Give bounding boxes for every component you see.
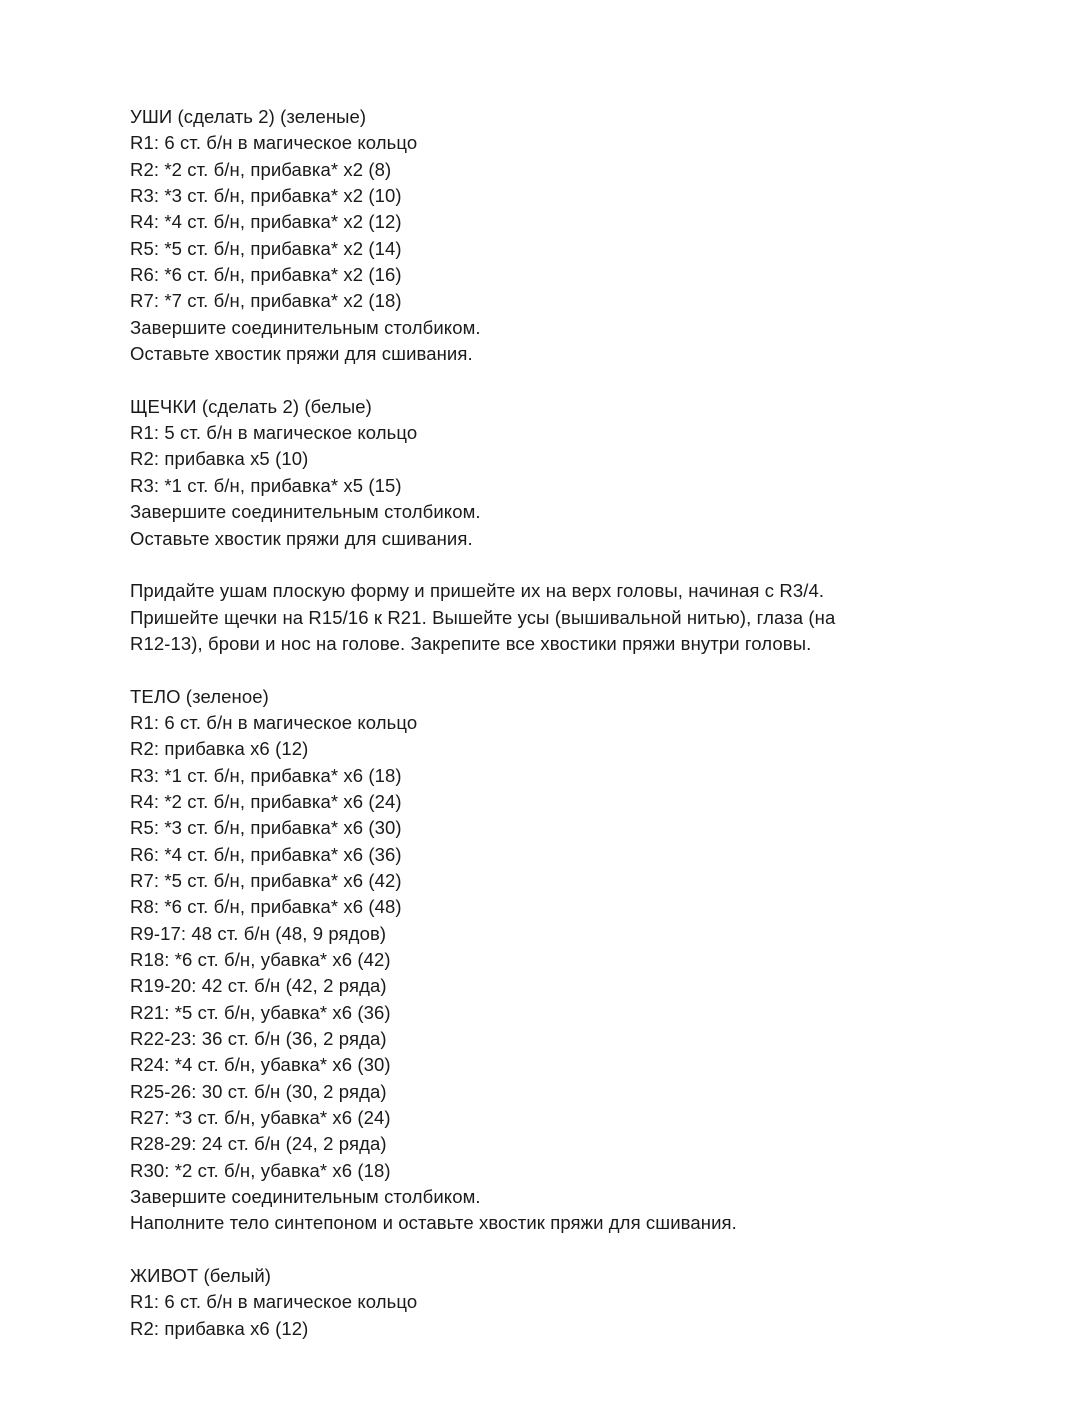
pattern-row: R9-17: 48 ст. б/н (48, 9 рядов): [130, 922, 387, 944]
pattern-row: R5: *5 ст. б/н, прибавка* x2 (14): [130, 237, 402, 259]
section-title: ЖИВОТ (белый): [130, 1265, 272, 1287]
pattern-row: R1: 6 ст. б/н в магическое кольцо: [130, 711, 418, 733]
pattern-row: R25-26: 30 ст. б/н (30, 2 ряда): [130, 1080, 387, 1102]
pattern-row: R6: *6 ст. б/н, прибавка* x2 (16): [130, 264, 402, 286]
pattern-row: R2: прибавка x6 (12): [130, 1317, 309, 1339]
instruction-line: Наполните тело синтепоном и оставьте хвостик пряжи для сшивания.: [130, 1212, 737, 1234]
pattern-row: R3: *3 ст. б/н, прибавка* x2 (10): [130, 185, 402, 207]
pattern-row: R18: *6 ст. б/н, убавка* x6 (42): [130, 949, 391, 970]
pattern-row: R7: *5 ст. б/н, прибавка* x6 (42): [130, 869, 402, 891]
pattern-row: R3: *1 ст. б/н, прибавка* x6 (18): [130, 764, 402, 786]
pattern-row: R2: прибавка x5 (10): [130, 448, 309, 470]
pattern-row: R1: 6 ст. б/н в магическое кольцо: [130, 1291, 418, 1313]
section-title: УШИ (сделать 2) (зеленые): [130, 106, 367, 127]
pattern-row: R27: *3 ст. б/н, убавка* x6 (24): [130, 1107, 391, 1129]
pattern-row: R1: 5 ст. б/н в магическое кольцо: [130, 422, 418, 444]
section-assembly: [130, 578, 990, 657]
section-cheeks: [130, 394, 990, 552]
instruction-line: Завершите соединительным столбиком.: [130, 1186, 481, 1208]
pattern-row: R6: *4 ст. б/н, прибавка* x6 (36): [130, 843, 402, 865]
section-ears: [130, 104, 990, 367]
pattern-row: R3: *1 ст. б/н, прибавка* x5 (15): [130, 474, 402, 496]
pattern-row: R8: *6 ст. б/н, прибавка* x6 (48): [130, 896, 402, 918]
pattern-row: R4: *4 ст. б/н, прибавка* x2 (12): [130, 211, 402, 233]
section-belly: [130, 1263, 990, 1342]
section-body: [130, 684, 990, 1237]
assembly-line: R12-13), брови и нос на голове. Закрепите все хвостики пряжи внутри головы.: [130, 632, 812, 654]
section-title: ТЕЛО (зеленое): [130, 685, 269, 707]
instruction-line: Завершите соединительным столбиком.: [130, 316, 481, 338]
pattern-row: R30: *2 ст. б/н, убавка* x6 (18): [130, 1159, 391, 1181]
pattern-row: R4: *2 ст. б/н, прибавка* x6 (24): [130, 790, 402, 812]
pattern-row: R2: прибавка x6 (12): [130, 738, 309, 760]
pattern-row: R21: *5 ст. б/н, убавка* x6 (36): [130, 1001, 391, 1023]
pattern-row: R7: *7 ст. б/н, прибавка* x2 (18): [130, 290, 402, 312]
instruction-line: Оставьте хвостик пряжи для сшивания.: [130, 343, 473, 365]
pattern-row: R22-23: 36 ст. б/н (36, 2 ряда): [130, 1028, 387, 1050]
assembly-line: Придайте ушам плоскую форму и пришейте их на верх головы, начиная с R3/4.: [130, 580, 825, 602]
pattern-row: R2: *2 ст. б/н, прибавка* x2 (8): [130, 158, 392, 180]
pattern-row: R28-29: 24 ст. б/н (24, 2 ряда): [130, 1133, 387, 1155]
pattern-row: R1: 6 ст. б/н в магическое кольцо: [130, 132, 418, 154]
pattern-row: R24: *4 ст. б/н, убавка* x6 (30): [130, 1054, 391, 1076]
section-title: ЩЕЧКИ (сделать 2) (белые): [130, 395, 372, 417]
pattern-row: R5: *3 ст. б/н, прибавка* x6 (30): [130, 817, 402, 839]
instruction-line: Завершите соединительным столбиком.: [130, 501, 481, 523]
instruction-line: Оставьте хвостик пряжи для сшивания.: [130, 527, 473, 549]
pattern-row: R19-20: 42 ст. б/н (42, 2 ряда): [130, 975, 387, 997]
document-page: [130, 104, 990, 1369]
assembly-line: Пришейте щечки на R15/16 к R21. Вышейте усы (вышивальной нитью), глаза (на: [130, 606, 836, 628]
